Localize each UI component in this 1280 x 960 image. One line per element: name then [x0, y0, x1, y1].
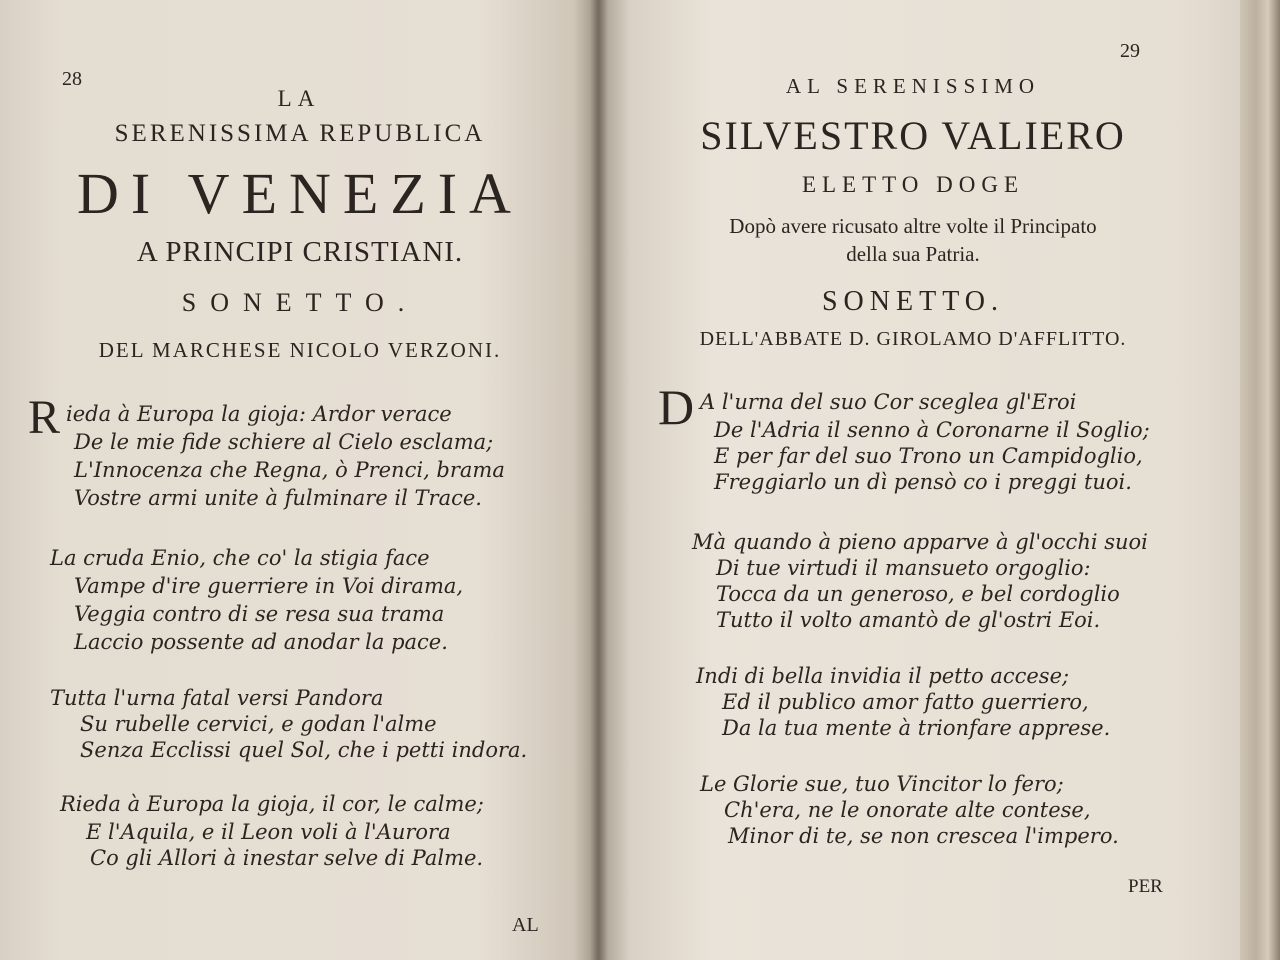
- book-gutter: [590, 0, 608, 960]
- subtitle-line-2: della sua Patria.: [846, 242, 980, 266]
- verse-line: Minor di te, se non crescea l'impero.: [728, 824, 1119, 848]
- verse-line: Co gli Allori à inestar selve di Palme.: [90, 846, 484, 870]
- catchword: PER: [1128, 876, 1163, 897]
- drop-cap: D: [658, 379, 695, 435]
- right-page: [598, 0, 1240, 960]
- verse-line: Vostre armi unite à fulminare il Trace.: [74, 486, 482, 510]
- verse-line: A l'urna del suo Cor sceglea gl'Eroi: [700, 390, 1077, 414]
- poem-type: SONETTO.: [821, 286, 1005, 317]
- verse-line: Su rubelle cervici, e godan l'alme: [80, 712, 437, 736]
- verse-line: Veggia contro di se resa sua trama: [74, 602, 445, 626]
- verse-line: Tocca da un generoso, e bel cordoglio: [716, 582, 1120, 606]
- verse-line: Rieda à Europa la gioja, il cor, le calme;: [60, 792, 484, 816]
- author-line: DEL MARCHESE NICOLO VERZONI.: [98, 338, 502, 362]
- verse-line: La cruda Enio, che co' la stigia face: [50, 546, 430, 570]
- verse-line: Tutta l'urna fatal versi Pandora: [50, 686, 384, 710]
- heading-line-2: SILVESTRO VALIERO: [700, 113, 1126, 158]
- author-line: DELL'ABBATE D. GIROLAMO D'AFFLITTO.: [699, 328, 1127, 350]
- heading-line-3: DI VENEZIA: [77, 161, 523, 226]
- verse-line: Senza Ecclissi quel Sol, che i petti indora.: [80, 738, 528, 762]
- catchword: AL: [512, 914, 539, 936]
- verse-line: Di tue virtudi il mansueto orgoglio:: [716, 556, 1091, 580]
- verse-line: Freggiarlo un dì pensò co i preggi tuoi.: [714, 470, 1132, 494]
- left-page: [0, 0, 598, 960]
- verse-line: Vampe d'ire guerriere in Voi dirama,: [74, 574, 464, 598]
- heading-line-1: LA: [277, 86, 321, 111]
- verse-line: E per far del suo Trono un Campidoglio,: [714, 444, 1143, 468]
- poem-type: SONETTO.: [181, 288, 419, 317]
- page-edges: [1240, 0, 1280, 960]
- verse-line: Ed il publico amor fatto guerriero,: [722, 690, 1089, 714]
- page-number: 28: [62, 68, 82, 90]
- verse-line: Indi di bella invidia il petto accese;: [696, 664, 1070, 688]
- verse-line: De le mie fide schiere al Cielo esclama;: [74, 430, 494, 454]
- verse-line: L'Innocenza che Regna, ò Prenci, brama: [74, 458, 505, 482]
- verse-line: Le Glorie sue, tuo Vincitor lo fero;: [700, 772, 1064, 796]
- verse-line: ieda à Europa la gioja: Ardor verace: [66, 402, 452, 426]
- drop-cap: R: [28, 391, 61, 444]
- verse-line: De l'Adria il senno à Coronarne il Soglio;: [714, 418, 1150, 442]
- heading-line-2: SERENISSIMA REPUBLICA: [114, 120, 486, 147]
- heading-line-1: AL SERENISSIMO: [785, 74, 1041, 98]
- subtitle-line-1: Dopò avere ricusato altre volte il Principato: [729, 214, 1097, 238]
- verse-line: E l'Aquila, e il Leon voli à l'Aurora: [86, 820, 451, 844]
- heading-line-4: A PRINCIPI CRISTIANI.: [136, 236, 464, 268]
- verse-line: Tutto il volto amantò de gl'ostri Eoi.: [716, 608, 1101, 632]
- verse-line: Ch'era, ne le onorate alte contese,: [724, 798, 1091, 822]
- verse-line: Laccio possente ad anodar la pace.: [74, 630, 448, 654]
- page-number: 29: [1120, 40, 1140, 62]
- verse-line: Mà quando à pieno apparve à gl'occhi suoi: [692, 530, 1148, 554]
- verse-line: Da la tua mente à trionfare apprese.: [722, 716, 1111, 740]
- heading-line-3: ELETTO DOGE: [801, 172, 1025, 197]
